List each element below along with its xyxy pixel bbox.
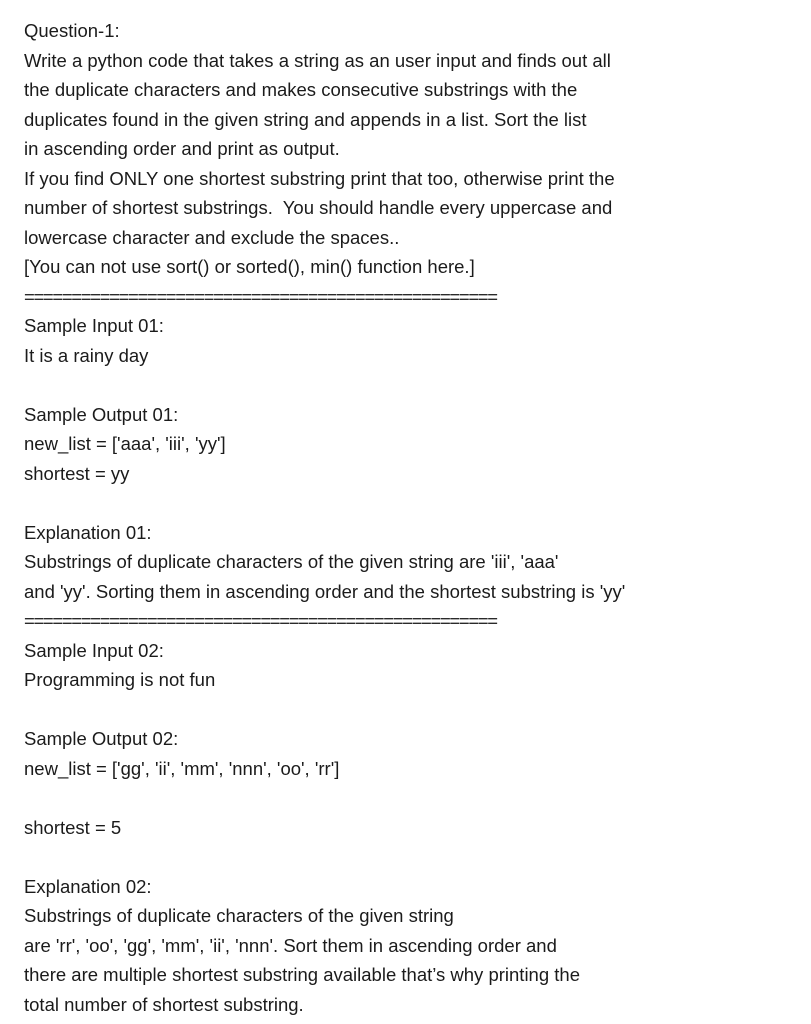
- explanation-text-line: there are multiple shortest substring available that’s why printing the: [24, 964, 580, 985]
- problem-text-line: duplicates found in the given string and appends in a list. Sort the list: [24, 108, 587, 130]
- explanation-text-line: are 'rr', 'oo', 'gg', 'mm', 'ii', 'nnn'. Sort them in ascending order and: [24, 934, 557, 956]
- explanation-text-line: Substrings of duplicate characters of the given string are 'iii', 'aaa': [24, 551, 559, 572]
- explanation-heading: Explanation 02:: [24, 875, 152, 897]
- problem-text-line: Write a python code that takes a string as an user input and finds out all: [24, 49, 611, 71]
- sample-output-line: new_list = ['gg', 'ii', 'mm', 'nnn', 'oo', 'rr']: [24, 757, 340, 779]
- separator-line: ==================================================: [24, 610, 497, 631]
- separator-line: ==================================================: [24, 285, 497, 307]
- blank-line: [24, 842, 794, 872]
- explanation-text-line: total number of shortest substring.: [24, 993, 304, 1015]
- sample-input-value: Programming is not fun: [24, 669, 216, 690]
- document-body: [24, 16, 794, 1019]
- problem-text-line: the duplicate characters and makes consecutive substrings with the: [24, 79, 578, 100]
- explanation-text-line: Substrings of duplicate characters of the given string: [24, 905, 454, 926]
- sample-input-heading: Sample Input 01:: [24, 315, 164, 336]
- sample-input-value: It is a rainy day: [24, 344, 149, 366]
- blank-line: [24, 488, 794, 518]
- sample-output-line: shortest = 5: [24, 816, 122, 838]
- sample-output-heading: Sample Output 01:: [24, 403, 179, 425]
- sample-output-heading: Sample Output 02:: [24, 728, 179, 749]
- explanation-text-line: and 'yy'. Sorting them in ascending order and the shortest substring is 'yy': [24, 580, 626, 602]
- sample-output-line: new_list = ['aaa', 'iii', 'yy']: [24, 433, 226, 454]
- blank-line: [24, 783, 794, 813]
- sample-output-line: shortest = yy: [24, 462, 130, 484]
- blank-line: [24, 695, 794, 725]
- question-heading: Question-1:: [24, 20, 120, 41]
- explanation-heading: Explanation 01:: [24, 521, 152, 543]
- sample-input-heading: Sample Input 02:: [24, 639, 164, 661]
- constraint-note: [You can not use sort() or sorted(), min() function here.]: [24, 256, 475, 277]
- problem-text-line: If you find ONLY one shortest substring print that too, otherwise print the: [24, 167, 615, 189]
- problem-text-line: in ascending order and print as output.: [24, 138, 340, 159]
- blank-line: [24, 370, 794, 400]
- problem-text-line: lowercase character and exclude the spaces..: [24, 226, 400, 248]
- problem-text-line: number of shortest substrings. You should handle every uppercase and: [24, 197, 613, 218]
